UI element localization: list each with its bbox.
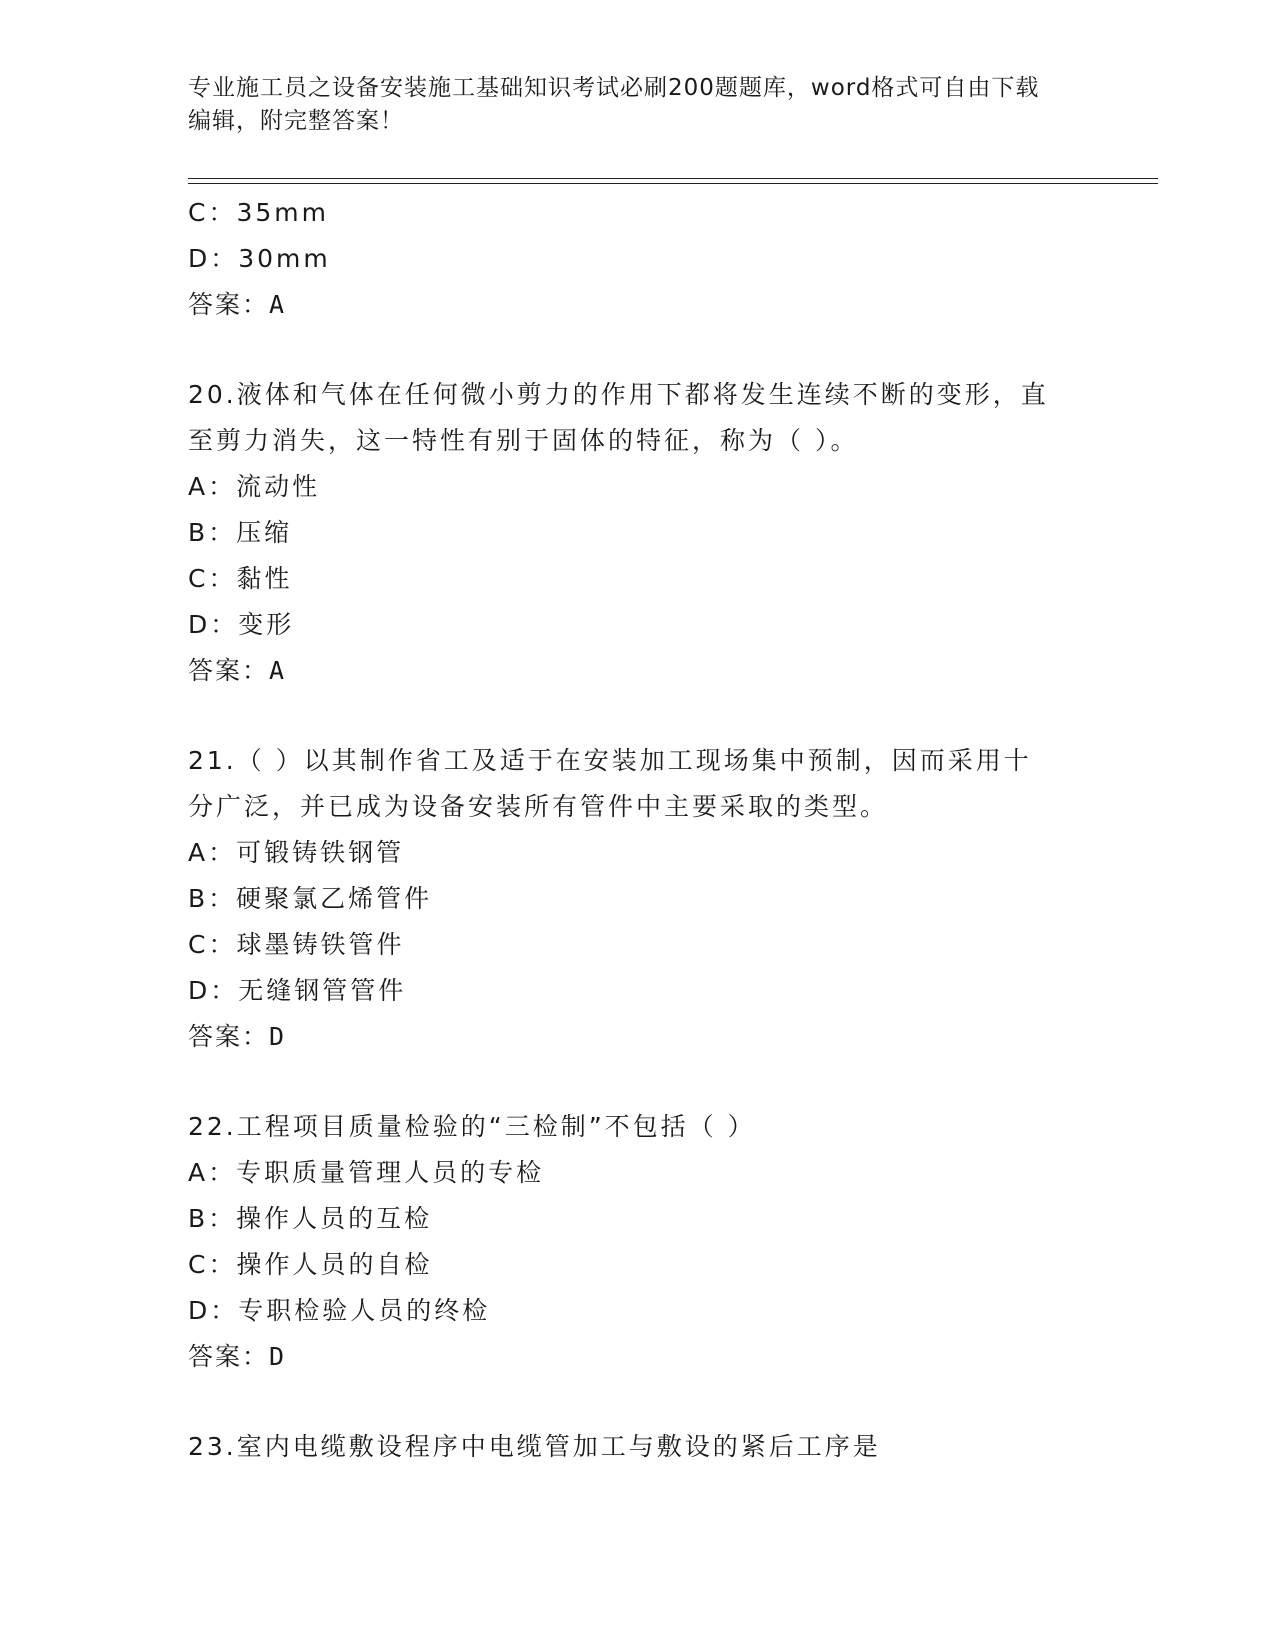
option-d: D：30mm [188,244,331,273]
answer-value: A [269,656,288,685]
header-divider-top [188,178,1158,179]
option-a: A：可锻铸铁钢管 [188,838,405,867]
question-text-line-2: 分广泛，并已成为设备安装所有管件中主要采取的类型。 [188,792,889,821]
question-19-continuation [188,190,1088,328]
answer-value: A [269,290,288,319]
answer-line [188,1334,1088,1380]
question-text-line-1: 20.液体和气体在任何微小剪力的作用下都将发生连续不断的变形，直 [188,380,1049,409]
answer-value: D [269,1022,288,1051]
answer-label: 答案： [188,1342,270,1371]
header-title-line-1: 专业施工员之设备安装施工基础知识考试必刷200题题库，word格式可自由下载 [188,75,1040,101]
option-b: B：硬聚氯乙烯管件 [188,884,433,913]
answer-line [188,282,1088,328]
header-divider-bottom [188,183,1158,184]
question-text-line-2: 至剪力消失，这一特性有别于固体的特征，称为（ ）。 [188,426,859,455]
answer-line [188,648,1088,694]
question-22 [188,1104,1088,1380]
option-b: B：压缩 [188,518,293,547]
option-a: A：流动性 [188,472,321,501]
answer-value: D [269,1342,288,1371]
document-header [188,72,1068,138]
option-d: D：专职检验人员的终检 [188,1296,491,1325]
question-20 [188,372,1088,694]
option-b: B：操作人员的互检 [188,1204,433,1233]
option-a: A：专职质量管理人员的专检 [188,1158,545,1187]
question-list [188,190,1088,1470]
answer-line [188,1014,1088,1060]
option-c: C：黏性 [188,564,293,593]
question-text-line-1: 21.（ ）以其制作省工及适于在安装加工现场集中预制，因而采用十 [188,746,1032,775]
option-c: C：35mm [188,198,329,227]
question-23 [188,1424,1088,1470]
answer-label: 答案： [188,290,270,319]
option-c: C：球墨铸铁管件 [188,930,405,959]
question-text-line-1: 22.工程项目质量检验的“三检制”不包括（ ） [188,1112,756,1141]
question-text-line-1: 23.室内电缆敷设程序中电缆管加工与敷设的紧后工序是 [188,1432,881,1461]
answer-label: 答案： [188,656,270,685]
option-d: D：变形 [188,610,295,639]
question-21 [188,738,1088,1060]
header-title-line-2: 编辑，附完整答案！ [188,108,404,134]
option-c: C：操作人员的自检 [188,1250,433,1279]
option-d: D：无缝钢管管件 [188,976,407,1005]
answer-label: 答案： [188,1022,270,1051]
